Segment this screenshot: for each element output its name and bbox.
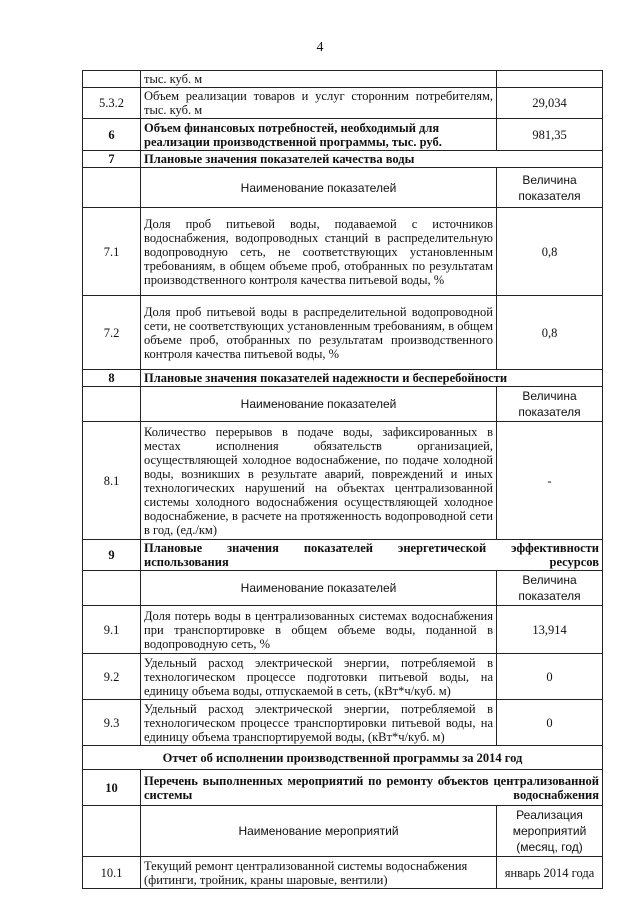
row-number bbox=[83, 71, 141, 88]
table-row bbox=[83, 119, 603, 151]
row-value: - bbox=[497, 422, 603, 540]
header-row bbox=[83, 387, 603, 422]
column-header-name: Наименование показателей bbox=[141, 168, 497, 208]
row-description: Удельный расход электрической энергии, потребляемой в технологическом процессе подготовки питьевой воды, на единицу объема воды, отпускаемой в сеть, (кВт*ч/куб. м) bbox=[141, 654, 497, 700]
column-header-value: Величина показателя bbox=[497, 168, 603, 208]
row-description: Доля потерь воды в централизованных системах водоснабжения при транспортировке в общем объеме воды, поданной в водопроводную сеть, % bbox=[141, 606, 497, 654]
row-description: Текущий ремонт централизованной системы водоснабжения (фитинги, тройник, краны шаровые, вентили) bbox=[141, 857, 497, 889]
row-value: 29,034 bbox=[497, 88, 603, 119]
column-header-name: Наименование мероприятий bbox=[141, 806, 497, 857]
header-row bbox=[83, 571, 603, 606]
section-title: Перечень выполненных мероприятий по ремонту объектов централизованной системы водоснабжения bbox=[141, 770, 603, 806]
row-value: 0,8 bbox=[497, 208, 603, 296]
column-header-value: Реализация мероприятий (месяц, год) bbox=[497, 806, 603, 857]
row-value: 0 bbox=[497, 700, 603, 746]
row-description: Объем финансовых потребностей, необходимый для реализации производственной программы, тыс. руб. bbox=[141, 119, 497, 151]
row-number: 7.2 bbox=[83, 296, 141, 370]
row-value: 0,8 bbox=[497, 296, 603, 370]
section-row bbox=[83, 770, 603, 806]
section-row bbox=[83, 540, 603, 571]
column-header-value: Величина показателя bbox=[497, 387, 603, 422]
table-row bbox=[83, 654, 603, 700]
table-row bbox=[83, 606, 603, 654]
row-description: Количество перерывов в подаче воды, зафиксированных в местах исполнения обязательств организацией, осуществляющей холодное водоснабжение, по подаче холодной воды, возникших в результате аварий, повреждений и иных технологических нарушений на объектах централизованной системы холодного водоснабжения осуществляющей холодное водоснабжение, в расчете на протяженность водопроводной сети в год, (ед./км) bbox=[141, 422, 497, 540]
row-description: Удельный расход электрической энергии, потребляемой в технологическом процессе транспортировки питьевой воды, на единицу объема транспортируемой воды, (кВт*ч/куб. м) bbox=[141, 700, 497, 746]
empty-cell bbox=[83, 806, 141, 857]
row-description: Доля проб питьевой воды, подаваемой с источников водоснабжения, водопроводных станций в распределительную водопроводную сеть, не соответствующих установленным требованиям, в общем объеме проб, отобранных по результатам производственного контроля качества питьевой воды, % bbox=[141, 208, 497, 296]
table-row bbox=[83, 88, 603, 119]
section-title: Плановые значения показателей качества воды bbox=[141, 151, 603, 168]
row-number: 7.1 bbox=[83, 208, 141, 296]
table-row bbox=[83, 296, 603, 370]
column-header-value: Величина показателя bbox=[497, 571, 603, 606]
section-title: Плановые значения показателей энергетической эффективности использования ресурсов bbox=[141, 540, 603, 571]
page-number: 4 bbox=[316, 40, 324, 55]
program-table bbox=[82, 70, 603, 889]
header-row bbox=[83, 168, 603, 208]
report-title: Отчет об исполнении производственной программы за 2014 год bbox=[83, 746, 603, 770]
column-header-name: Наименование показателей bbox=[141, 387, 497, 422]
row-number: 10.1 bbox=[83, 857, 141, 889]
table-row bbox=[83, 71, 603, 88]
section-number: 7 bbox=[83, 151, 141, 168]
row-value: 0 bbox=[497, 654, 603, 700]
table-row bbox=[83, 700, 603, 746]
header-row bbox=[83, 806, 603, 857]
row-number: 9.1 bbox=[83, 606, 141, 654]
row-value: 13,914 bbox=[497, 606, 603, 654]
section-number: 9 bbox=[83, 540, 141, 571]
row-description: тыс. куб. м bbox=[141, 71, 497, 88]
row-number: 6 bbox=[83, 119, 141, 151]
row-number: 5.3.2 bbox=[83, 88, 141, 119]
table-row bbox=[83, 857, 603, 889]
row-number: 8.1 bbox=[83, 422, 141, 540]
table-row bbox=[83, 422, 603, 540]
report-row bbox=[83, 746, 603, 770]
section-row bbox=[83, 151, 603, 168]
section-number: 8 bbox=[83, 370, 141, 387]
section-title: Плановые значения показателей надежности и бесперебойности bbox=[141, 370, 603, 387]
row-description: Объем реализации товаров и услуг сторонним потребителям, тыс. куб. м bbox=[141, 88, 497, 119]
column-header-name: Наименование показателей bbox=[141, 571, 497, 606]
row-number: 9.2 bbox=[83, 654, 141, 700]
section-row bbox=[83, 370, 603, 387]
row-number: 9.3 bbox=[83, 700, 141, 746]
table-row bbox=[83, 208, 603, 296]
empty-cell bbox=[83, 571, 141, 606]
section-number: 10 bbox=[83, 770, 141, 806]
row-value: январь 2014 года bbox=[497, 857, 603, 889]
empty-cell bbox=[83, 168, 141, 208]
row-description: Доля проб питьевой воды в распределительной водопроводной сети, не соответствующих установленным требованиям, в общем объеме проб, отобранных по результатам производственного контроля качества питьевой воды, % bbox=[141, 296, 497, 370]
row-value bbox=[497, 71, 603, 88]
empty-cell bbox=[83, 387, 141, 422]
row-value: 981,35 bbox=[497, 119, 603, 151]
